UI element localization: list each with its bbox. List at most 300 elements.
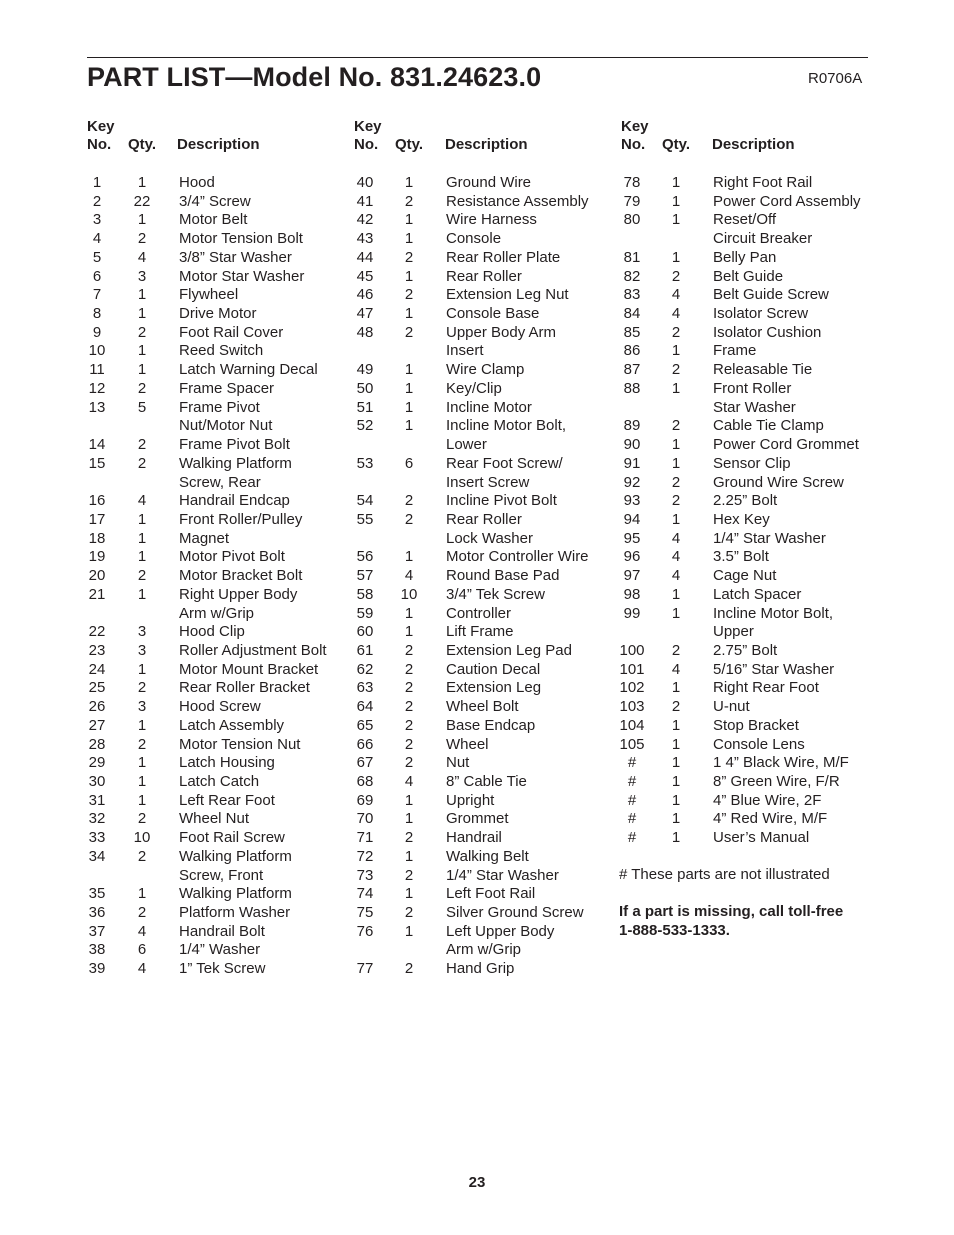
- part-row: [345, 717, 605, 736]
- part-description: Wheel Nut: [179, 810, 250, 828]
- key-number: 3: [92, 211, 102, 229]
- quantity: 1: [404, 791, 414, 809]
- key-number: 75: [356, 904, 374, 922]
- part-row: [612, 380, 872, 399]
- quantity: 1: [671, 791, 681, 809]
- part-description: Extension Leg Nut: [446, 286, 569, 304]
- key-number: 33: [88, 829, 106, 847]
- quantity: 2: [137, 810, 147, 828]
- quantity: 1: [404, 361, 414, 379]
- part-row: [345, 211, 605, 230]
- key-number: 44: [356, 248, 374, 266]
- part-row: [345, 810, 605, 829]
- part-row: [345, 960, 605, 979]
- quantity: 2: [671, 323, 681, 341]
- key-number: #: [627, 791, 637, 809]
- part-description: Motor Star Washer: [179, 267, 305, 285]
- part-row: [612, 717, 872, 736]
- part-row: [345, 623, 605, 642]
- part-row: [345, 923, 605, 942]
- part-row: [345, 492, 605, 511]
- part-row: [345, 736, 605, 755]
- key-number: 101: [619, 660, 645, 678]
- part-description: 8” Cable Tie: [446, 773, 527, 790]
- key-number: 7: [92, 286, 102, 304]
- part-row: [77, 754, 337, 773]
- part-description: Hand Grip: [446, 960, 515, 978]
- part-description: Front Roller/Pulley: [179, 510, 303, 528]
- part-description: Frame Spacer: [179, 379, 275, 397]
- quantity: 1: [137, 716, 147, 734]
- part-description: Handrail Bolt: [179, 922, 265, 940]
- part-description: Incline Motor: [446, 398, 532, 416]
- quantity: 2: [404, 679, 414, 697]
- part-description: Rear Foot Screw/: [446, 454, 563, 472]
- part-row: [77, 586, 337, 605]
- key-number: 105: [619, 735, 645, 753]
- description-header: Description: [177, 136, 260, 153]
- part-description: Latch Warning Decal: [179, 361, 318, 379]
- part-description: Silver Ground Screw: [446, 904, 584, 922]
- quantity: 2: [137, 735, 147, 753]
- part-description: Console Lens: [713, 735, 805, 753]
- part-row: [77, 867, 337, 886]
- key-number: 12: [88, 379, 106, 397]
- part-description: Wire Clamp: [446, 361, 525, 379]
- part-description: 3.5” Bolt: [713, 548, 769, 566]
- key-number: 87: [623, 361, 641, 379]
- part-description: Upper Body Arm: [446, 323, 557, 341]
- part-row: [345, 399, 605, 418]
- part-description: Insert: [446, 342, 484, 360]
- key-number: 70: [356, 810, 374, 828]
- key-number: 72: [356, 847, 374, 865]
- part-description: Latch Spacer: [713, 585, 802, 603]
- part-description: Wheel Bolt: [446, 698, 519, 716]
- key-number: 60: [356, 623, 374, 641]
- quantity: 1: [404, 211, 414, 229]
- part-description: Motor Bracket Bolt: [179, 567, 303, 585]
- key-number: 63: [356, 679, 374, 697]
- part-row: [612, 567, 872, 586]
- part-description: Motor Tension Nut: [179, 735, 301, 753]
- part-row: [345, 548, 605, 567]
- part-row: [612, 417, 872, 436]
- part-description: Incline Motor Bolt,: [713, 604, 834, 622]
- part-description: Ground Wire: [446, 174, 532, 191]
- part-row: [77, 305, 337, 324]
- key-number: 47: [356, 305, 374, 323]
- part-description: Console Base: [446, 305, 540, 323]
- part-row: [612, 754, 872, 773]
- part-description: Latch Assembly: [179, 716, 285, 734]
- part-row: [345, 773, 605, 792]
- part-description: Sensor Clip: [713, 454, 791, 472]
- part-description: 1/4” Star Washer: [713, 529, 826, 547]
- key-header-top: Key: [354, 118, 382, 135]
- part-row: [345, 941, 605, 960]
- part-row: [77, 792, 337, 811]
- quantity: 1: [671, 604, 681, 622]
- part-description: Walking Platform: [179, 454, 292, 472]
- key-number: 30: [88, 773, 106, 790]
- quantity: 1: [671, 754, 681, 772]
- part-row: [612, 305, 872, 324]
- key-number: 27: [88, 716, 106, 734]
- part-description: Belly Pan: [713, 248, 777, 266]
- key-number: 9: [92, 323, 102, 341]
- part-description: Right Upper Body: [179, 585, 298, 603]
- key-number: 46: [356, 286, 374, 304]
- key-number: 81: [623, 248, 641, 266]
- column-header: [77, 118, 337, 174]
- part-row: [77, 361, 337, 380]
- key-number: #: [627, 810, 637, 828]
- key-number: 84: [623, 305, 641, 323]
- key-number: 71: [356, 829, 374, 847]
- part-row: [345, 586, 605, 605]
- part-description: Drive Motor: [179, 305, 257, 323]
- part-description: Lift Frame: [446, 623, 514, 641]
- quantity: 1: [404, 398, 414, 416]
- quantity: 2: [404, 904, 414, 922]
- quantity: 2: [404, 660, 414, 678]
- part-row: [77, 661, 337, 680]
- part-description: Rear Roller: [446, 510, 522, 528]
- quantity: 4: [137, 960, 147, 978]
- column-header: [345, 118, 605, 174]
- part-description: Hex Key: [713, 510, 770, 528]
- quantity: 2: [671, 417, 681, 435]
- quantity: 5: [137, 398, 147, 416]
- part-description: Power Cord Assembly: [713, 192, 861, 210]
- quantity: 3: [137, 623, 147, 641]
- key-number: 13: [88, 398, 106, 416]
- part-row: [77, 605, 337, 624]
- part-description: Cage Nut: [713, 567, 777, 585]
- key-number: 42: [356, 211, 374, 229]
- quantity: 1: [671, 379, 681, 397]
- part-row: [612, 211, 872, 230]
- part-description: Lower: [446, 436, 487, 454]
- part-description: Base Endcap: [446, 716, 536, 734]
- quantity: 1: [137, 754, 147, 772]
- part-description: Frame Pivot: [179, 398, 260, 416]
- quantity: 2: [137, 847, 147, 865]
- part-row: [345, 174, 605, 193]
- part-description: Resistance Assembly: [446, 192, 589, 210]
- quantity: 2: [671, 473, 681, 491]
- part-description: Front Roller: [713, 379, 792, 397]
- part-row: [612, 661, 872, 680]
- part-row: [77, 230, 337, 249]
- key-number: 59: [356, 604, 374, 622]
- key-number: 65: [356, 716, 374, 734]
- quantity: 1: [671, 510, 681, 528]
- part-description: 3/4” Screw: [179, 192, 251, 210]
- part-description: Circuit Breaker: [713, 230, 813, 248]
- quantity: 1: [404, 810, 414, 828]
- qty-header: Qty.: [128, 136, 157, 153]
- quantity: 1: [137, 174, 147, 191]
- part-description: Hood Clip: [179, 623, 245, 641]
- part-row: [77, 324, 337, 343]
- key-number: 15: [88, 454, 106, 472]
- quantity: 2: [404, 286, 414, 304]
- key-number: 53: [356, 454, 374, 472]
- part-row: [612, 586, 872, 605]
- part-description: Nut: [446, 754, 470, 772]
- part-description: Nut/Motor Nut: [179, 417, 273, 435]
- part-description: Belt Guide: [713, 267, 784, 285]
- part-description: Walking Platform: [179, 885, 292, 903]
- part-description: Isolator Screw: [713, 305, 809, 323]
- part-row: [612, 342, 872, 361]
- part-description: 1 4” Black Wire, M/F: [713, 754, 849, 772]
- part-description: 8” Green Wire, F/R: [713, 773, 840, 790]
- key-number: 36: [88, 904, 106, 922]
- quantity: 2: [404, 492, 414, 510]
- part-description: Arm w/Grip: [446, 941, 521, 959]
- key-number: 103: [619, 698, 645, 716]
- key-number: 100: [619, 641, 645, 659]
- key-number: 37: [88, 922, 106, 940]
- part-description: Lock Washer: [446, 529, 533, 547]
- quantity: 1: [671, 174, 681, 191]
- part-row: [612, 286, 872, 305]
- page-number: 23: [468, 1174, 486, 1191]
- part-description: Right Rear Foot: [713, 679, 819, 697]
- part-description: Left Upper Body: [446, 922, 555, 940]
- page-title: PART LIST—Model No. 831.24623.0: [87, 62, 542, 92]
- key-number: 86: [623, 342, 641, 360]
- phone-number: 1-888-533-1333.: [619, 922, 730, 939]
- part-row: [345, 829, 605, 848]
- part-row: [612, 773, 872, 792]
- part-row: [612, 829, 872, 848]
- part-description: Wire Harness: [446, 211, 537, 229]
- key-number: 89: [623, 417, 641, 435]
- part-description: Power Cord Grommet: [713, 436, 859, 454]
- part-description: Foot Rail Cover: [179, 323, 284, 341]
- quantity: 1: [137, 529, 147, 547]
- key-number: 83: [623, 286, 641, 304]
- key-number: 73: [356, 866, 374, 884]
- quantity: 4: [137, 492, 147, 510]
- key-number: 82: [623, 267, 641, 285]
- part-description: Cable Tie Clamp: [713, 417, 824, 435]
- key-number: 6: [92, 267, 102, 285]
- part-row: [345, 885, 605, 904]
- part-row: [345, 867, 605, 886]
- key-number: 17: [88, 510, 106, 528]
- part-description: Motor Controller Wire: [446, 548, 589, 566]
- quantity: 6: [137, 941, 147, 959]
- part-description: Latch Catch: [179, 773, 260, 790]
- quantity: 2: [137, 379, 147, 397]
- part-row: [77, 623, 337, 642]
- part-row: [612, 623, 872, 642]
- part-row: [345, 324, 605, 343]
- quantity: 22: [133, 192, 151, 210]
- quantity: 2: [671, 267, 681, 285]
- parts-column-1: [77, 118, 337, 978]
- part-row: [612, 792, 872, 811]
- part-row: [77, 698, 337, 717]
- part-row: [345, 679, 605, 698]
- part-description: Incline Pivot Bolt: [446, 492, 557, 510]
- quantity: 1: [404, 379, 414, 397]
- quantity: 1: [671, 716, 681, 734]
- part-description: Handrail Endcap: [179, 492, 290, 510]
- part-row: [612, 698, 872, 717]
- part-description: Star Washer: [713, 398, 796, 416]
- part-row: [612, 268, 872, 287]
- part-description: Wheel: [446, 735, 489, 753]
- part-description: Grommet: [446, 810, 509, 828]
- part-description: 1/4” Washer: [179, 941, 261, 959]
- key-number: 52: [356, 417, 374, 435]
- part-description: 4” Red Wire, M/F: [713, 810, 828, 828]
- part-row: [345, 530, 605, 549]
- part-description: Reset/Off: [713, 211, 777, 229]
- part-description: 2.75” Bolt: [713, 641, 778, 659]
- quantity: 1: [671, 454, 681, 472]
- part-row: [612, 455, 872, 474]
- key-number: 85: [623, 323, 641, 341]
- part-row: [77, 211, 337, 230]
- part-row: [77, 904, 337, 923]
- key-number: 91: [623, 454, 641, 472]
- part-description: Incline Motor Bolt,: [446, 417, 567, 435]
- quantity: 2: [404, 716, 414, 734]
- quantity: 2: [137, 323, 147, 341]
- quantity: 1: [671, 192, 681, 210]
- part-row: [612, 436, 872, 455]
- part-description: User’s Manual: [713, 829, 810, 847]
- key-number: 51: [356, 398, 374, 416]
- part-row: [345, 904, 605, 923]
- key-header-bottom: No.: [621, 136, 646, 153]
- key-number: 5: [92, 248, 102, 266]
- key-number: #: [627, 754, 637, 772]
- key-number: 25: [88, 679, 106, 697]
- part-row: [612, 492, 872, 511]
- qty-header: Qty.: [662, 136, 691, 153]
- part-row: [345, 567, 605, 586]
- key-number: 11: [89, 361, 105, 379]
- key-number: 41: [356, 192, 374, 210]
- key-number: 49: [356, 361, 374, 379]
- part-description: Platform Washer: [179, 904, 291, 922]
- key-number: 34: [88, 847, 106, 865]
- part-description: Walking Platform: [179, 847, 292, 865]
- column-header: [612, 118, 872, 174]
- part-description: Foot Rail Screw: [179, 829, 285, 847]
- parts-column-2: [345, 118, 605, 978]
- key-number: 48: [356, 323, 374, 341]
- part-description: Hood: [179, 174, 215, 191]
- part-row: [77, 829, 337, 848]
- part-description: Motor Mount Bracket: [179, 660, 319, 678]
- quantity: 4: [671, 548, 681, 566]
- part-row: [612, 474, 872, 493]
- key-number: 45: [356, 267, 374, 285]
- quantity: 1: [404, 267, 414, 285]
- key-number: 69: [356, 791, 374, 809]
- part-description: Motor Belt: [179, 211, 248, 229]
- key-number: 96: [623, 548, 641, 566]
- key-number: 54: [356, 492, 374, 510]
- quantity: 2: [404, 829, 414, 847]
- key-number: #: [627, 829, 637, 847]
- part-description: Reed Switch: [179, 342, 264, 360]
- quantity: 1: [404, 305, 414, 323]
- part-description: Caution Decal: [446, 660, 541, 678]
- quantity: 1: [137, 585, 147, 603]
- part-description: Left Foot Rail: [446, 885, 536, 903]
- part-row: [77, 810, 337, 829]
- key-number: 8: [92, 305, 102, 323]
- part-description: 2.25” Bolt: [713, 492, 778, 510]
- quantity: 2: [671, 641, 681, 659]
- part-row: [77, 548, 337, 567]
- part-row: [345, 511, 605, 530]
- quantity: 3: [137, 267, 147, 285]
- part-description: Stop Bracket: [713, 716, 799, 734]
- missing-part-note: If a part is missing, call toll-free: [619, 903, 844, 920]
- part-description: 4” Blue Wire, 2F: [713, 791, 822, 809]
- part-description: Controller: [446, 604, 512, 622]
- quantity: 2: [137, 436, 147, 454]
- part-row: [612, 530, 872, 549]
- key-header-bottom: No.: [87, 136, 112, 153]
- part-description: Hood Screw: [179, 698, 261, 716]
- part-row: [345, 286, 605, 305]
- quantity: 1: [137, 660, 147, 678]
- key-header-bottom: No.: [354, 136, 379, 153]
- key-number: 26: [88, 698, 106, 716]
- quantity: 3: [137, 641, 147, 659]
- part-row: [77, 960, 337, 979]
- part-description: Console: [446, 230, 502, 248]
- part-row: [77, 399, 337, 418]
- part-description: 3/8” Star Washer: [179, 248, 292, 266]
- part-description: Screw, Rear: [179, 473, 261, 491]
- part-row: [77, 268, 337, 287]
- key-number: 50: [356, 379, 374, 397]
- key-number: 16: [88, 492, 106, 510]
- key-number: 55: [356, 510, 374, 528]
- key-number: 64: [356, 698, 374, 716]
- quantity: 1: [671, 436, 681, 454]
- not-illustrated-note: # These parts are not illustrated: [619, 866, 830, 883]
- quantity: 1: [137, 773, 147, 790]
- part-description: Key/Clip: [446, 379, 502, 397]
- key-number: 95: [623, 529, 641, 547]
- part-description: Ground Wire Screw: [713, 473, 844, 491]
- key-number: 68: [356, 773, 374, 790]
- quantity: 1: [137, 211, 147, 229]
- part-row: [345, 417, 605, 436]
- part-row: [77, 417, 337, 436]
- quantity: 2: [404, 323, 414, 341]
- part-description: 5/16” Star Washer: [713, 660, 835, 678]
- part-description: Extension Leg Pad: [446, 641, 572, 659]
- key-number: 18: [88, 529, 106, 547]
- part-row: [612, 324, 872, 343]
- part-row: [345, 380, 605, 399]
